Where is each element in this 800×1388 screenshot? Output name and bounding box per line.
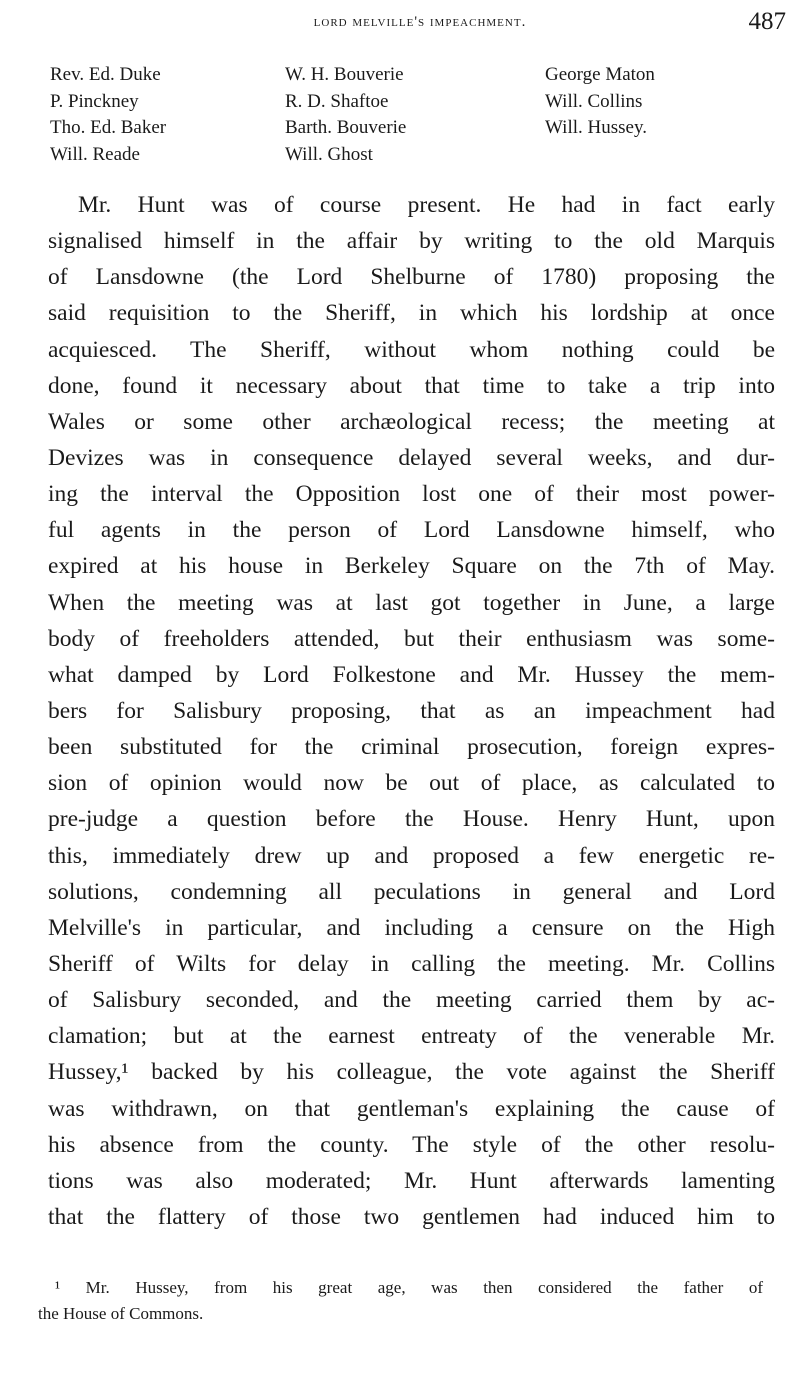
text-line: been substituted for the criminal prosecution, foreign expres- — [48, 734, 775, 761]
signatory-name: Will. Reade — [50, 144, 140, 166]
text-line: solutions, condemning all peculations in general and Lord — [48, 878, 775, 905]
signatory-name: R. D. Shaftoe — [285, 90, 389, 112]
text-line: said requisition to the Sheriff, in which his lordship at once — [48, 300, 775, 327]
footnote-line: ¹ Mr. Hussey, from his great age, was then considered the father of — [55, 1278, 763, 1297]
text-line: acquiesced. The Sheriff, without whom nothing could be — [48, 336, 775, 363]
signatory-name: Tho. Ed. Baker — [50, 117, 167, 139]
text-line: Hussey,¹ backed by his colleague, the vote against the Sheriff — [48, 1059, 775, 1086]
running-title: lord melville's impeachment. — [313, 14, 527, 30]
signatory-name: George Maton — [545, 64, 655, 85]
signatory-name: P. Pinckney — [50, 90, 139, 112]
signatory-name: Will. Ghost — [285, 144, 373, 166]
text-line: Devizes was in consequence delayed several weeks, and dur- — [48, 444, 775, 471]
footnote — [38, 1275, 763, 1327]
text-line: of Salisbury seconded, and the meeting carried them by ac- — [48, 987, 775, 1014]
text-line: Mr. Hunt was of course present. He had in fact early — [78, 192, 775, 218]
text-line: ful agents in the person of Lord Lansdowne himself, who — [48, 517, 775, 544]
text-line: done, found it necessary about that time to take a trip into — [48, 372, 775, 399]
text-line: Wales or some other archæological recess; the meeting at — [48, 408, 775, 435]
text-line: bers for Salisbury proposing, that as an impeachment had — [48, 697, 775, 724]
signatory-name: Will. Hussey. — [545, 117, 647, 139]
text-line: Melville's in particular, and including a censure on the High — [48, 914, 775, 941]
text-line: pre-judge a question before the House. Henry Hunt, upon — [48, 806, 775, 833]
text-line: Sheriff of Wilts for delay in calling the meeting. Mr. Collins — [48, 950, 775, 977]
text-line: When the meeting was at last got together in June, a large — [48, 589, 775, 616]
text-line: expired at his house in Berkeley Square on the 7th of May. — [48, 553, 775, 580]
running-head — [0, 8, 800, 38]
signatory-name: Rev. Ed. Duke — [50, 64, 161, 85]
signatory-name: Will. Collins — [545, 90, 643, 112]
text-line: of Lansdowne (the Lord Shelburne of 1780) proposing the — [48, 264, 775, 291]
text-line: that the flattery of those two gentlemen had induced him to — [48, 1203, 775, 1230]
text-line: his absence from the county. The style of the other resolu- — [48, 1131, 775, 1158]
footnote-line: the House of Commons. — [38, 1304, 204, 1323]
page-number: 487 — [748, 8, 786, 35]
text-line: was withdrawn, on that gentleman's explaining the cause of — [48, 1095, 775, 1122]
body-paragraph — [48, 187, 775, 1235]
text-line: what damped by Lord Folkestone and Mr. Hussey the mem- — [48, 661, 775, 688]
signatory-name: Barth. Bouverie — [285, 117, 407, 139]
signatory-column-3 — [545, 62, 655, 142]
text-line: ing the interval the Opposition lost one of their most power- — [48, 481, 775, 508]
text-line: this, immediately drew up and proposed a few energetic re- — [48, 842, 775, 869]
signatory-name: W. H. Bouverie — [285, 64, 404, 85]
signatory-column-1 — [50, 62, 166, 169]
text-line: signalised himself in the affair by writing to the old Marquis — [48, 228, 775, 255]
text-line: body of freeholders attended, but their enthusiasm was some- — [48, 625, 775, 652]
signatory-column-2 — [285, 62, 406, 169]
text-line: sion of opinion would now be out of place, as calculated to — [48, 770, 775, 797]
text-line: clamation; but at the earnest entreaty of the venerable Mr. — [48, 1023, 775, 1050]
text-line: tions was also moderated; Mr. Hunt afterwards lamenting — [48, 1167, 775, 1194]
